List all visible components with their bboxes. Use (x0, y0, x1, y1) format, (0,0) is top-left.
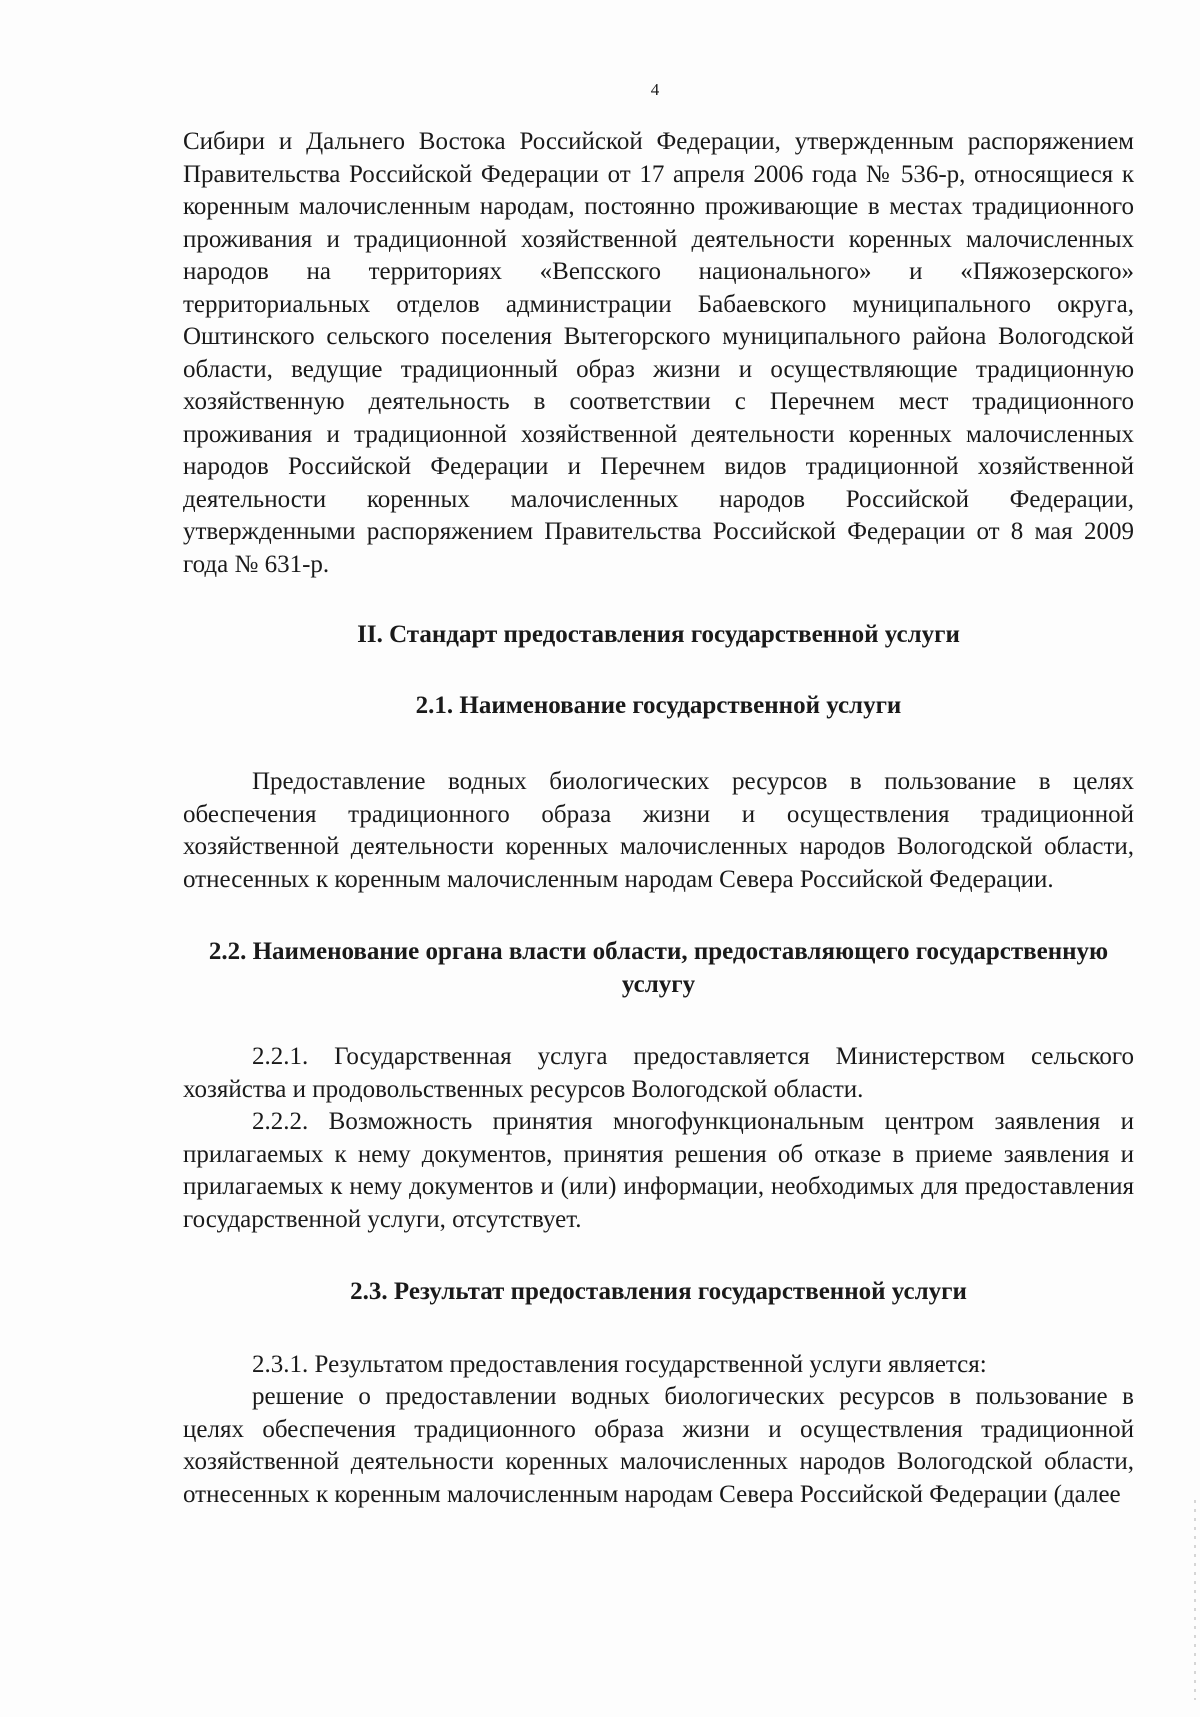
scan-edge-mark (1194, 1500, 1196, 1700)
section-heading-ii: II. Стандарт предоставления государственной услуги (357, 621, 960, 648)
spacer (183, 1236, 1134, 1276)
spacer (183, 722, 1134, 766)
paragraph-intro-continuation: Сибири и Дальнего Востока Российской Федерации, утвержденным распоряжением Правительства Российской Федерации от 17 апреля 2006 года № 536-р, относящиеся к коренным малочисленным народам, постоянно проживающие в местах традиционного проживания и традиционной хозяйственной деятельности коренных малочисленных народов на территориях «Вепсского национального» и «Пяжозерского» территориальных отделов администрации Бабаевского муниципального округа, Оштинского сельского поселения Вытегорского муниципального района Вологодской области, ведущие традиционный образ жизни и осуществляющие традиционную хозяйственную деятельность в соответствии с Перечнем мест традиционного проживания и традиционной хозяйственной деятельности коренных малочисленных народов Российской Федерации и Перечнем видов традиционной хозяйственной деятельности коренных малочисленных народов Российской Федерации, утвержденными распоряжением Правительства Российской Федерации от 8 мая 2009 года № 631-р. (183, 128, 1134, 578)
paragraph-result-decision: решение о предоставлении водных биологических ресурсов в пользование в целях обеспечения традиционного образа жизни и осуществления традиционной хозяйственной деятельности коренных малочисленных народов Вологодской области, отнесенных к коренным малочисленным народам Севера Российской Федерации (далее (183, 1383, 1134, 1508)
paragraph-2-3-1: 2.3.1. Результатом предоставления государственной услуги является: (252, 1350, 987, 1378)
subsection-heading-2-1: 2.1. Наименование государственной услуги (415, 691, 902, 719)
document-body (183, 126, 1134, 1511)
paragraph-service-name: Предоставление водных биологических ресурсов в пользование в целях обеспечения традиционного образа жизни и осуществления традиционной хозяйственной деятельности коренных малочисленных народов Вологодской области, отнесенных к коренным малочисленным народам Севера Российской Федерации. (183, 768, 1134, 893)
subsection-heading-2-3: 2.3. Результат предоставления государственной услуги (350, 1278, 967, 1305)
spacer (183, 652, 1134, 690)
spacer (183, 896, 1134, 936)
page-number: 4 (650, 80, 660, 99)
paragraph-2-2-1: 2.2.1. Государственная услуга предоставляется Министерством сельского хозяйства и продовольственных ресурсов Вологодской области. (183, 1043, 1134, 1103)
spacer (183, 581, 1134, 619)
subsection-heading-2-2: 2.2. Наименование органа власти области, предоставляющего государственную услугу (208, 938, 1109, 998)
spacer (183, 1309, 1134, 1349)
spacer (183, 1001, 1134, 1041)
paragraph-2-2-2: 2.2.2. Возможность принятия многофункциональным центром заявления и прилагаемых к нему документов, принятия решения об отказе в приеме заявления и прилагаемых к нему документов и (или) информации, необходимых для предоставления государственной услуги, отсутствует. (183, 1108, 1134, 1233)
